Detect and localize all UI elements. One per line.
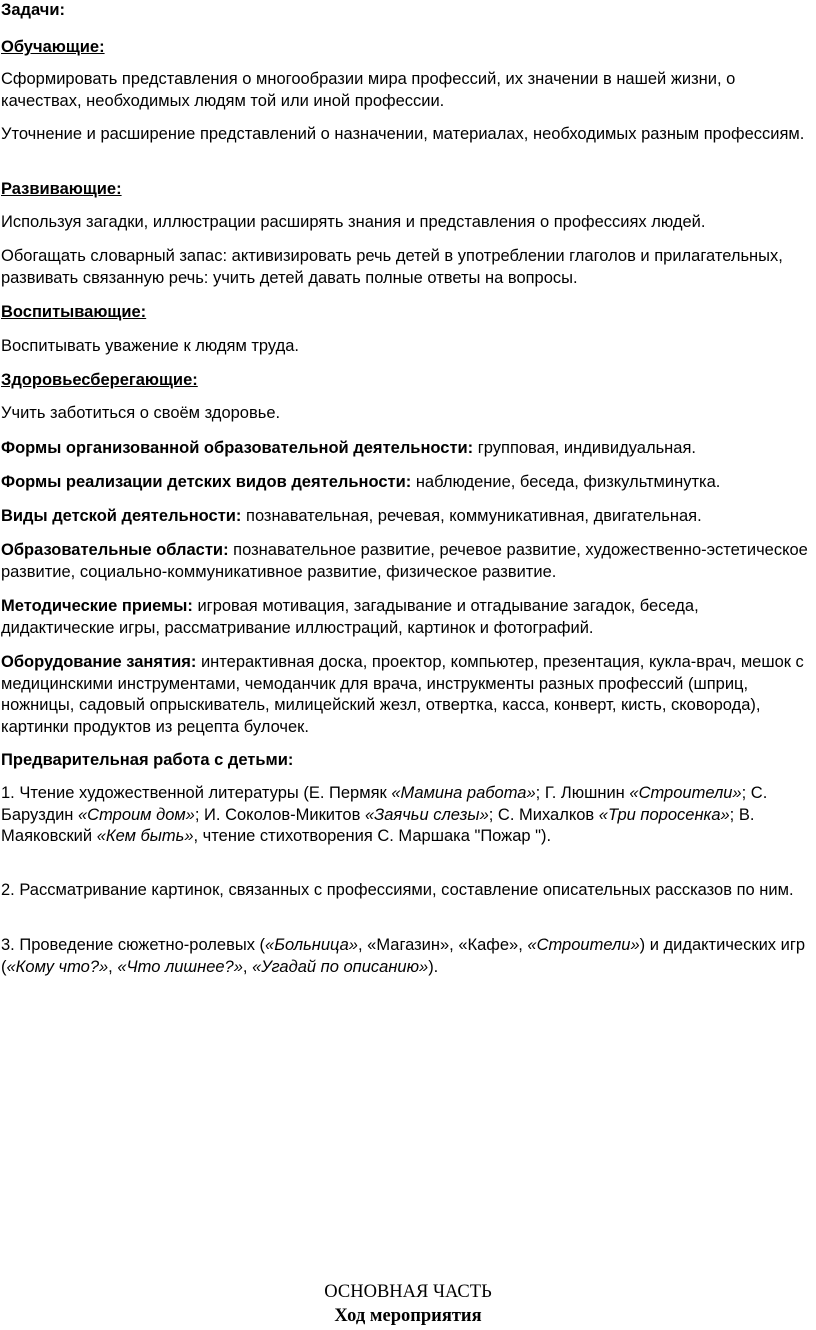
prework-item-3-text-c: , «Магазин», «Кафе», (358, 936, 528, 954)
org-forms-label: Формы организованной образовательной деятельности: (1, 439, 474, 457)
prework-item-1-title-5: «Три поросенка» (598, 805, 730, 824)
educational-areas-text: познавательное развитие, речевое развитие, художественно-эстетическое развитие, социально-коммуникативное развитие, физическое развитие. (1, 541, 808, 581)
event-course-title: Ход мероприятия (334, 1306, 482, 1326)
prework-item-3-game-2: «Строители» (527, 936, 640, 954)
prework-item-2: 2. Рассматривание картинок, связанных с профессиями, составление описательных рассказов по ним. (1, 881, 794, 899)
realization-forms-text: наблюдение, беседа, физкультминутка. (411, 473, 721, 491)
prework-heading: Предварительная работа с детьми: (1, 751, 294, 769)
prework-item-1-title-4: «Заячьи слезы» (364, 805, 489, 824)
equipment (1, 652, 811, 738)
teaching-item-2: Уточнение и расширение представлений о назначении, материалах, необходимых разным профессиям. (1, 125, 805, 143)
equipment-text: интерактивная доска, проектор, компьютер, презентация, кукла-врач, мешок с медицинскими инструментами, чемоданчик для врача, инструкменты разных профессий (шприц, ножницы, садовый опрыскиватель, милицейский жезл, отвертка, касса, конверт, кисть, сковорода), картинки продуктов из рецепта булочек. (1, 653, 804, 736)
educational-areas (1, 540, 811, 583)
prework-item-3-text-i: , (242, 957, 253, 976)
prework-item-1-text-c: ; Г. Люшнин (535, 784, 630, 802)
prework-item-1-title-2: «Строители» (629, 784, 742, 802)
prework-item-3-game-3: «Кому что?» (6, 957, 109, 976)
prework-item-1 (1, 783, 811, 848)
prework-item-1-title-6: «Кем быть» (96, 827, 194, 845)
teaching-heading: Обучающие: (1, 38, 105, 56)
prework-item-1-text-i: ; С. Михалков (488, 805, 599, 824)
methodical-techniques (1, 596, 811, 639)
activity-types-label: Виды детской деятельности: (1, 507, 242, 525)
prework-item-3-game-5: «Угадай по описанию» (252, 957, 429, 976)
equipment-label: Оборудование занятия: (1, 653, 197, 671)
methodical-techniques-text: игровая мотивация, загадывание и отгадывание загадок, беседа, дидактические игры, рассматривание иллюстраций, картинок и фотографий. (1, 597, 699, 637)
realization-forms-label: Формы реализации детских видов деятельности: (1, 473, 412, 491)
prework-item-3-text-g: , (108, 957, 118, 976)
educational-item-1: Воспитывать уважение к людям труда. (1, 337, 300, 355)
prework-item-1-title-1: «Мамина работа» (391, 784, 536, 802)
prework-item-3-text-a: 3. Проведение сюжетно-ролевых ( (1, 936, 266, 954)
realization-forms (1, 472, 811, 494)
prework-item-1-text-m: , чтение стихотворения С. Маршака "Пожар "). (193, 827, 552, 845)
developing-item-2: Обогащать словарный запас: активизировать речь детей в употреблении глаголов и прилагательных, развивать связанную речь: учить детей давать полные ответы на вопросы. (1, 247, 783, 287)
methodical-techniques-label: Методические приемы: (1, 597, 193, 615)
prework-item-3 (1, 935, 811, 978)
prework-item-3-game-4: «Что лишнее?» (117, 957, 243, 976)
prework-item-1-text-g: ; И. Соколов-Микитов (194, 805, 365, 824)
prework-item-1-text-e: ; С. Баруздин (1, 784, 768, 824)
prework-item-1-text-a: 1. Чтение художественной литературы (Е. Пермяк (1, 784, 392, 802)
tasks-title: Задачи: (1, 1, 65, 19)
health-heading: Здоровьесберегающие: (1, 371, 198, 389)
prework-item-1-text-k: ; В. Маяковский (1, 805, 755, 845)
org-forms (1, 438, 811, 460)
health-item-1: Учить заботиться о своём здоровье. (1, 404, 281, 422)
developing-heading: Развивающие: (1, 180, 122, 198)
prework-item-3-text-k: ). (428, 957, 439, 976)
activity-types-text: познавательная, речевая, коммуникативная, двигательная. (241, 507, 702, 525)
prework-item-1-title-3: «Строим дом» (78, 805, 195, 824)
main-part-title: ОСНОВНАЯ ЧАСТЬ (324, 1282, 492, 1302)
educational-areas-label: Образовательные области: (1, 541, 229, 559)
teaching-item-1: Сформировать представления о многообразии мира профессий, их значении в нашей жизни, о качествах, необходимых людям той или иной профессии. (1, 70, 736, 110)
developing-item-1: Используя загадки, иллюстрации расширять знания и представления о профессиях людей. (1, 213, 706, 231)
prework-item-3-game-1: «Больница» (265, 936, 358, 954)
org-forms-text: групповая, индивидуальная. (473, 439, 696, 457)
activity-types (1, 506, 811, 528)
educational-heading: Воспитывающие: (1, 303, 147, 321)
prework-item-3-text-e: ) и дидактических игр ( (1, 936, 806, 976)
